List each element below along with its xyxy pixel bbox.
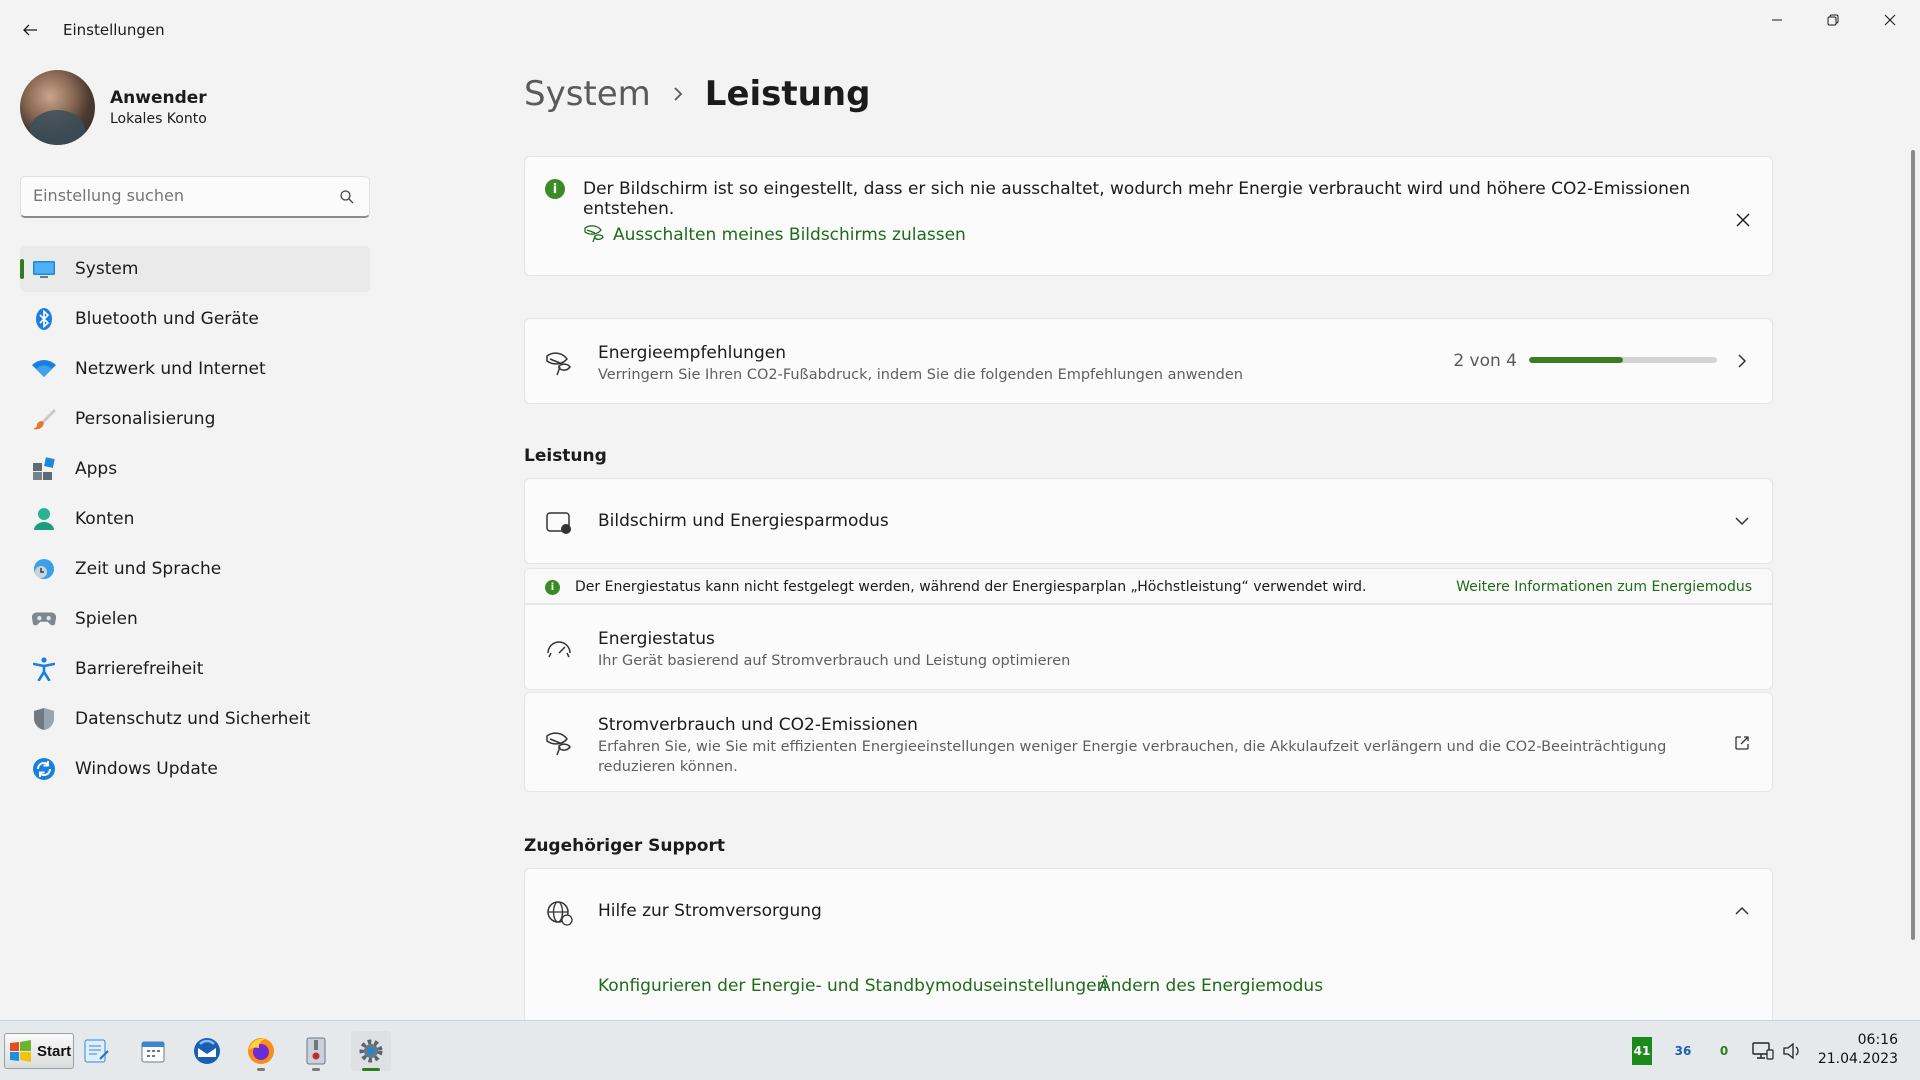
- leaf-icon: [583, 224, 605, 244]
- chevron-right-icon: [1732, 351, 1752, 371]
- info-icon: i: [545, 580, 560, 595]
- row-title: Energiestatus: [598, 629, 715, 649]
- energy-status-row[interactable]: [524, 604, 1773, 690]
- recommendation-progress-bar: [1529, 357, 1717, 363]
- clock-date: 21.04.2023: [1817, 1051, 1898, 1067]
- tray-counter[interactable]: 0: [1719, 1044, 1729, 1058]
- energy-mode-info-link[interactable]: Weitere Informationen zum Energiemodus: [1456, 579, 1752, 595]
- sidebar-nav: [20, 246, 370, 796]
- taskbar: [0, 1020, 1920, 1080]
- notice-text: Der Bildschirm ist so eingestellt, dass er sich nie ausschaltet, wodurch mehr Energie verbraucht wird und höhere CO2-Emissionen entstehen.: [583, 179, 1691, 219]
- taskbar-app-archive[interactable]: [296, 1031, 336, 1071]
- sidebar-item-label: Zeit und Sprache: [75, 559, 222, 579]
- profile-name: Anwender: [110, 88, 207, 108]
- restore-button[interactable]: [1810, 6, 1856, 34]
- sidebar-item-network[interactable]: [20, 346, 370, 392]
- screen-sleep-row[interactable]: [524, 478, 1773, 564]
- tray-network[interactable]: [1750, 1037, 1776, 1065]
- sidebar-item-label: Apps: [75, 459, 118, 479]
- brush-icon: [32, 407, 56, 431]
- chevron-up-icon: [1732, 901, 1752, 921]
- screen-never-off-notice: [524, 156, 1773, 276]
- taskbar-app-notes[interactable]: [76, 1031, 116, 1071]
- minimize-button[interactable]: [1754, 6, 1800, 34]
- speaker-icon: [1782, 1042, 1802, 1060]
- wifi-icon: [32, 357, 56, 381]
- progress-label: 2 von 4: [1453, 351, 1517, 371]
- close-icon: [1884, 14, 1896, 26]
- sidebar-item-label: Konten: [75, 509, 135, 529]
- scrollbar[interactable]: [1911, 150, 1915, 940]
- close-icon: [1736, 213, 1750, 227]
- windows-logo-icon: [9, 1040, 33, 1062]
- search-icon[interactable]: [339, 189, 355, 205]
- update-icon: [32, 757, 56, 781]
- taskbar-app-settings[interactable]: [351, 1031, 391, 1071]
- clock-time: 06:16: [1857, 1032, 1898, 1048]
- sidebar-item-label: Windows Update: [75, 759, 218, 779]
- sidebar-item-label: System: [75, 259, 139, 279]
- sidebar-item-label: Barrierefreiheit: [75, 659, 204, 679]
- profile-card[interactable]: [20, 70, 380, 146]
- gauge-icon: [545, 635, 573, 663]
- info-icon: i: [545, 179, 565, 199]
- sidebar-item-apps[interactable]: [20, 446, 370, 492]
- back-arrow-icon: [22, 22, 38, 38]
- sidebar-item-label: Datenschutz und Sicherheit: [75, 709, 311, 729]
- globe-help-icon: [545, 899, 573, 927]
- screen-sleep-icon: [545, 509, 573, 537]
- leaf-icon: [545, 729, 573, 757]
- avatar: [20, 70, 95, 145]
- sidebar-item-windows-update[interactable]: [20, 746, 370, 792]
- sidebar-item-label: Netzwerk und Internet: [75, 359, 266, 379]
- app-title: Einstellungen: [63, 21, 165, 39]
- network-icon: [1752, 1041, 1774, 1061]
- sidebar-item-label: Personalisierung: [75, 409, 216, 429]
- sidebar-item-time-language[interactable]: [20, 546, 370, 592]
- minimize-icon: [1771, 14, 1783, 26]
- sidebar-item-accounts[interactable]: [20, 496, 370, 542]
- bluetooth-icon: [32, 307, 56, 331]
- close-button[interactable]: [1867, 6, 1913, 34]
- chevron-right-icon: [671, 85, 685, 103]
- sidebar-item-gaming[interactable]: [20, 596, 370, 642]
- energy-mode-info-bar: [524, 568, 1773, 604]
- start-button[interactable]: [4, 1033, 74, 1069]
- restore-icon: [1827, 14, 1839, 26]
- page-title: Leistung: [704, 74, 871, 114]
- breadcrumb: [524, 70, 870, 118]
- sidebar-item-personalization[interactable]: [20, 396, 370, 442]
- clock-globe-icon: [32, 557, 56, 581]
- power-help-row[interactable]: [524, 868, 1773, 954]
- calendar-icon: [139, 1037, 167, 1065]
- taskbar-app-thunderbird[interactable]: [187, 1031, 227, 1071]
- progress-fill: [1529, 357, 1623, 363]
- section-title-performance: Leistung: [524, 446, 607, 466]
- info-bar-text: Der Energiestatus kann nicht festgelegt werden, während der Energiesparplan „Höchstleistung“ verwendet wird.: [575, 579, 1367, 595]
- thunderbird-icon: [192, 1036, 222, 1066]
- sidebar-item-accessibility[interactable]: [20, 646, 370, 692]
- profile-account-type: Lokales Konto: [110, 111, 207, 127]
- power-emissions-row[interactable]: [524, 692, 1773, 792]
- row-subtitle: Ihr Gerät basierend auf Stromverbrauch und Leistung optimieren: [598, 653, 1071, 669]
- energy-recommendations-row[interactable]: [524, 318, 1773, 404]
- sidebar-item-privacy[interactable]: [20, 696, 370, 742]
- apps-icon: [32, 457, 56, 481]
- sidebar-item-bluetooth[interactable]: [20, 296, 370, 342]
- gear-icon: [356, 1036, 386, 1066]
- row-title: Hilfe zur Stromversorgung: [598, 901, 822, 921]
- row-subtitle: Verringern Sie Ihren CO2-Fußabdruck, indem Sie die folgenden Empfehlungen anwenden: [598, 367, 1243, 383]
- taskbar-app-calendar[interactable]: [133, 1031, 173, 1071]
- gamepad-icon: [32, 607, 56, 631]
- search-input[interactable]: [33, 186, 323, 205]
- row-title: Energieempfehlungen: [598, 343, 786, 363]
- firefox-icon: [246, 1036, 276, 1066]
- start-label: Start: [37, 1042, 72, 1060]
- archive-icon: [303, 1036, 329, 1066]
- row-title: Bildschirm und Energiesparmodus: [598, 511, 889, 531]
- change-energy-mode-link[interactable]: Ändern des Energiemodus: [1099, 976, 1324, 996]
- taskbar-app-firefox[interactable]: [241, 1031, 281, 1071]
- sidebar-item-label: Bluetooth und Geräte: [75, 309, 259, 329]
- power-help-links: [524, 952, 1773, 1022]
- tray-volume[interactable]: [1780, 1037, 1804, 1065]
- sidebar-item-label: Spielen: [75, 609, 138, 629]
- title-bar: [0, 0, 1920, 60]
- section-title-support: Zugehöriger Support: [524, 836, 725, 856]
- system-icon: [32, 257, 56, 281]
- settings-search[interactable]: [20, 176, 370, 218]
- taskbar-clock[interactable]: [1818, 1031, 1898, 1069]
- row-subtitle: Erfahren Sie, wie Sie mit effizienten Energieeinstellungen weniger Energie verbrauchen, die Akkulaufzeit verlängern und die CO2-Beeinträchtigung reduzieren können.: [598, 739, 1667, 775]
- configure-standby-link[interactable]: Konfigurieren der Energie- und Standbymoduseinstellungen: [598, 976, 1108, 996]
- allow-screen-off-link[interactable]: Ausschalten meines Bildschirms zulassen: [613, 225, 966, 245]
- notepad-icon: [82, 1037, 110, 1065]
- back-button[interactable]: [16, 16, 44, 44]
- chevron-down-icon: [1732, 511, 1752, 531]
- tray-temperature[interactable]: 36: [1674, 1044, 1692, 1058]
- shield-icon: [32, 707, 56, 731]
- leaf-icon: [545, 349, 573, 377]
- notice-close-button[interactable]: [1728, 205, 1758, 235]
- external-link-icon: [1732, 733, 1752, 753]
- accessibility-icon: [32, 657, 56, 681]
- sidebar-item-system[interactable]: [20, 246, 370, 292]
- account-icon: [32, 507, 56, 531]
- breadcrumb-parent[interactable]: System: [524, 74, 651, 114]
- tray-cpu-meter[interactable]: 41: [1632, 1037, 1652, 1065]
- row-title: Stromverbrauch und CO2-Emissionen: [598, 715, 918, 735]
